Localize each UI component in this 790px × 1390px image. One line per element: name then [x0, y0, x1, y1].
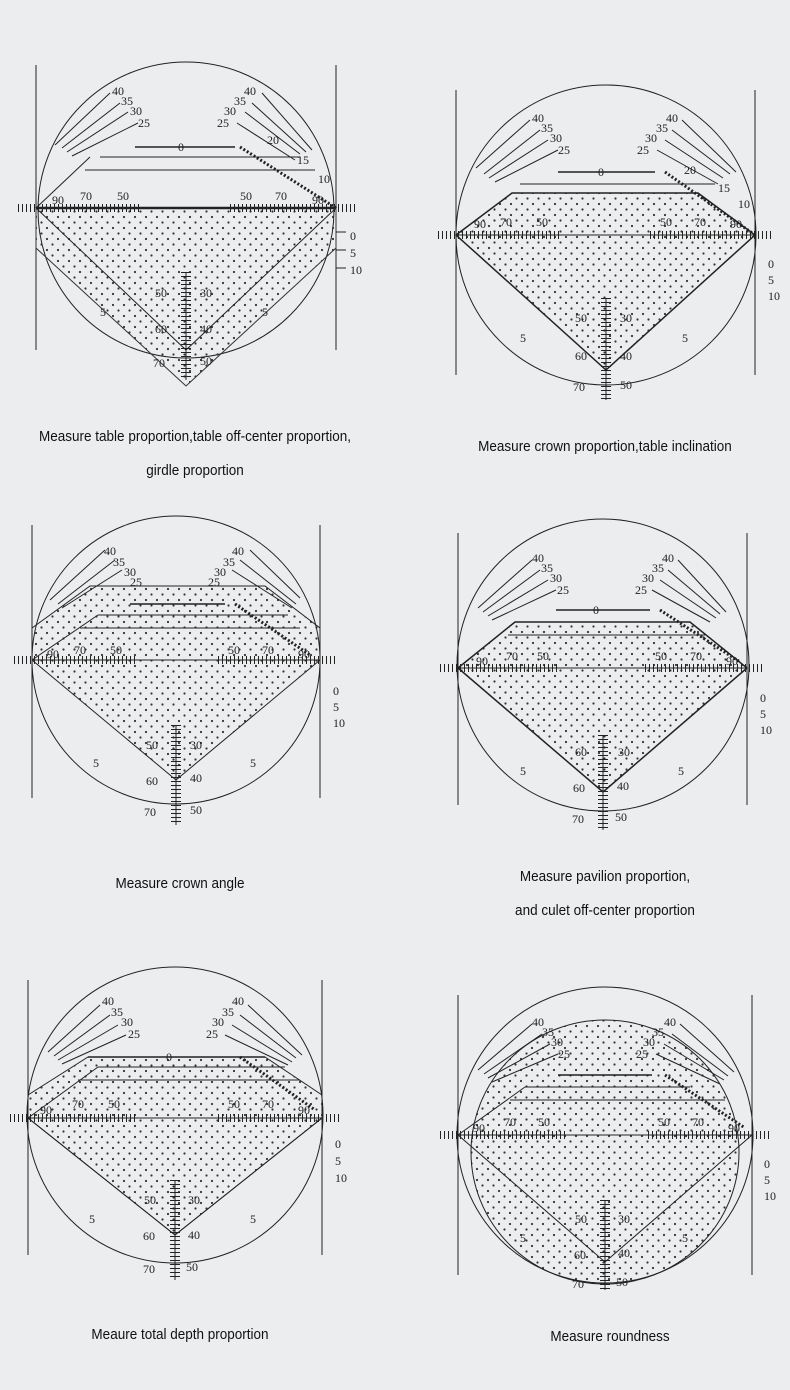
svg-text:70: 70 — [690, 649, 702, 663]
svg-text:40: 40 — [232, 994, 244, 1008]
reticle-diagram — [420, 80, 790, 410]
svg-text:90: 90 — [40, 1103, 52, 1117]
svg-text:40: 40 — [190, 771, 202, 785]
svg-text:10: 10 — [318, 172, 330, 186]
svg-text:50: 50 — [538, 1115, 550, 1129]
svg-text:35: 35 — [656, 121, 668, 135]
svg-text:30: 30 — [618, 1212, 630, 1226]
svg-text:35: 35 — [113, 555, 125, 569]
svg-text:50: 50 — [537, 649, 549, 663]
svg-text:0: 0 — [350, 229, 356, 243]
svg-text:60: 60 — [575, 349, 587, 363]
svg-text:10: 10 — [768, 289, 780, 303]
svg-text:10: 10 — [738, 197, 750, 211]
svg-text:40: 40 — [532, 551, 544, 565]
svg-text:30: 30 — [643, 1035, 655, 1049]
svg-text:90: 90 — [728, 1121, 740, 1135]
svg-text:70: 70 — [72, 1097, 84, 1111]
svg-text:30: 30 — [550, 131, 562, 145]
svg-text:40: 40 — [188, 1228, 200, 1242]
svg-text:5: 5 — [520, 1231, 526, 1245]
diagram-pavilion-proportion — [420, 530, 790, 830]
svg-text:20: 20 — [267, 133, 279, 147]
svg-text:60: 60 — [143, 1229, 155, 1243]
svg-text:70: 70 — [572, 1277, 584, 1291]
svg-text:0: 0 — [178, 140, 184, 154]
diagram-roundness — [430, 990, 790, 1290]
svg-text:25: 25 — [558, 143, 570, 157]
svg-text:25: 25 — [636, 1047, 648, 1061]
svg-text:5: 5 — [520, 331, 526, 345]
svg-text:20: 20 — [684, 163, 696, 177]
svg-text:70: 70 — [506, 649, 518, 663]
svg-text:40: 40 — [200, 322, 212, 336]
svg-text:60: 60 — [146, 774, 158, 788]
caption-total-depth: Meaure total depth proportion — [91, 1326, 269, 1343]
svg-text:70: 70 — [153, 356, 165, 370]
svg-text:40: 40 — [532, 1015, 544, 1029]
svg-text:10: 10 — [335, 1171, 347, 1185]
svg-text:50: 50 — [228, 643, 240, 657]
reticle-diagram — [0, 980, 360, 1280]
svg-text:0: 0 — [166, 1050, 172, 1064]
svg-text:70: 70 — [275, 189, 287, 203]
svg-text:40: 40 — [617, 779, 629, 793]
svg-text:25: 25 — [558, 1047, 570, 1061]
svg-text:50: 50 — [200, 354, 212, 368]
svg-text:60: 60 — [575, 745, 587, 759]
svg-text:90: 90 — [726, 654, 738, 668]
svg-text:0: 0 — [760, 691, 766, 705]
caption-crown-proportion: Measure crown proportion,table inclination — [478, 438, 732, 455]
svg-text:30: 30 — [214, 565, 226, 579]
svg-text:5: 5 — [89, 1212, 95, 1226]
svg-text:40: 40 — [664, 1015, 676, 1029]
svg-text:5: 5 — [93, 756, 99, 770]
svg-text:70: 70 — [262, 1097, 274, 1111]
svg-text:0: 0 — [333, 684, 339, 698]
svg-text:90: 90 — [52, 193, 64, 207]
svg-text:25: 25 — [128, 1027, 140, 1041]
svg-text:90: 90 — [730, 217, 742, 231]
svg-text:70: 70 — [694, 215, 706, 229]
svg-text:5: 5 — [100, 305, 106, 319]
svg-text:35: 35 — [121, 94, 133, 108]
svg-text:90: 90 — [298, 1103, 310, 1117]
svg-text:5: 5 — [333, 700, 339, 714]
svg-text:50: 50 — [144, 1193, 156, 1207]
svg-text:30: 30 — [618, 745, 630, 759]
svg-text:5: 5 — [350, 246, 356, 260]
svg-text:90: 90 — [298, 647, 310, 661]
svg-text:5: 5 — [250, 1212, 256, 1226]
svg-text:0: 0 — [764, 1157, 770, 1171]
svg-text:25: 25 — [637, 143, 649, 157]
reticle-diagram — [420, 530, 790, 830]
svg-text:50: 50 — [615, 810, 627, 824]
svg-text:50: 50 — [186, 1260, 198, 1274]
svg-text:10: 10 — [333, 716, 345, 730]
svg-text:25: 25 — [557, 583, 569, 597]
svg-text:35: 35 — [222, 1005, 234, 1019]
diagram-table-proportion — [0, 60, 395, 400]
svg-text:50: 50 — [240, 189, 252, 203]
svg-text:30: 30 — [190, 738, 202, 752]
svg-text:5: 5 — [760, 707, 766, 721]
svg-text:35: 35 — [223, 555, 235, 569]
svg-text:30: 30 — [642, 571, 654, 585]
svg-text:25: 25 — [138, 116, 150, 130]
reticle-diagram — [430, 990, 790, 1290]
svg-text:60: 60 — [573, 781, 585, 795]
svg-text:35: 35 — [541, 121, 553, 135]
svg-text:70: 70 — [573, 380, 585, 394]
svg-text:60: 60 — [155, 322, 167, 336]
svg-text:25: 25 — [206, 1027, 218, 1041]
svg-text:70: 70 — [692, 1115, 704, 1129]
svg-text:25: 25 — [208, 575, 220, 589]
reticle-diagram — [0, 60, 395, 400]
svg-text:50: 50 — [110, 643, 122, 657]
svg-text:70: 70 — [80, 189, 92, 203]
svg-text:90: 90 — [473, 1121, 485, 1135]
svg-text:25: 25 — [217, 116, 229, 130]
svg-text:50: 50 — [228, 1097, 240, 1111]
caption-table-proportion-line1: Measure table proportion,table off-center proportion, — [39, 428, 351, 445]
svg-text:50: 50 — [536, 215, 548, 229]
svg-text:70: 70 — [144, 805, 156, 819]
svg-text:5: 5 — [764, 1173, 770, 1187]
svg-text:90: 90 — [476, 654, 488, 668]
svg-text:90: 90 — [47, 647, 59, 661]
svg-text:5: 5 — [682, 1231, 688, 1245]
svg-text:5: 5 — [250, 756, 256, 770]
svg-text:90: 90 — [312, 193, 324, 207]
svg-text:50: 50 — [146, 738, 158, 752]
svg-text:70: 70 — [143, 1262, 155, 1276]
svg-text:5: 5 — [768, 273, 774, 287]
svg-text:50: 50 — [658, 1115, 670, 1129]
svg-text:30: 30 — [188, 1193, 200, 1207]
svg-text:5: 5 — [335, 1154, 341, 1168]
svg-text:0: 0 — [768, 257, 774, 271]
svg-text:5: 5 — [678, 764, 684, 778]
svg-text:40: 40 — [532, 111, 544, 125]
svg-text:5: 5 — [520, 764, 526, 778]
svg-text:10: 10 — [764, 1189, 776, 1203]
svg-text:25: 25 — [130, 575, 142, 589]
svg-text:90: 90 — [474, 217, 486, 231]
svg-text:40: 40 — [618, 1246, 630, 1260]
svg-text:40: 40 — [244, 84, 256, 98]
svg-text:30: 30 — [620, 311, 632, 325]
svg-text:50: 50 — [190, 803, 202, 817]
svg-text:0: 0 — [598, 165, 604, 179]
svg-text:10: 10 — [350, 263, 362, 277]
svg-text:40: 40 — [104, 544, 116, 558]
svg-text:70: 70 — [572, 812, 584, 826]
svg-text:0: 0 — [593, 603, 599, 617]
svg-text:50: 50 — [575, 1212, 587, 1226]
svg-text:35: 35 — [652, 1025, 664, 1039]
svg-text:50: 50 — [117, 189, 129, 203]
svg-text:50: 50 — [155, 286, 167, 300]
svg-text:50: 50 — [620, 378, 632, 392]
svg-text:30: 30 — [645, 131, 657, 145]
svg-text:35: 35 — [234, 94, 246, 108]
reticle-diagram — [0, 520, 360, 830]
caption-pavilion-proportion-line1: Measure pavilion proportion, — [519, 868, 691, 885]
diagram-crown-angle — [0, 520, 360, 830]
svg-text:50: 50 — [108, 1097, 120, 1111]
svg-text:30: 30 — [124, 565, 136, 579]
svg-text:40: 40 — [102, 994, 114, 1008]
svg-text:30: 30 — [121, 1015, 133, 1029]
svg-text:70: 70 — [262, 643, 274, 657]
caption-roundness: Measure roundness — [550, 1328, 670, 1345]
svg-text:5: 5 — [262, 305, 268, 319]
svg-text:70: 70 — [500, 215, 512, 229]
caption-crown-angle: Measure crown angle — [115, 875, 245, 892]
svg-text:60: 60 — [574, 1248, 586, 1262]
svg-text:25: 25 — [635, 583, 647, 597]
svg-text:50: 50 — [575, 311, 587, 325]
caption-table-proportion-line2: girdle proportion — [146, 462, 244, 479]
svg-text:30: 30 — [130, 104, 142, 118]
svg-text:40: 40 — [666, 111, 678, 125]
svg-text:5: 5 — [682, 331, 688, 345]
svg-text:50: 50 — [655, 649, 667, 663]
svg-text:35: 35 — [542, 1025, 554, 1039]
svg-text:10: 10 — [760, 723, 772, 737]
diagram-total-depth — [0, 980, 360, 1280]
svg-text:50: 50 — [616, 1275, 628, 1289]
svg-text:30: 30 — [212, 1015, 224, 1029]
caption-pavilion-proportion-line2: and culet off-center proportion — [515, 902, 695, 919]
svg-text:40: 40 — [232, 544, 244, 558]
svg-text:35: 35 — [541, 561, 553, 575]
svg-text:40: 40 — [662, 551, 674, 565]
svg-text:35: 35 — [652, 561, 664, 575]
svg-text:30: 30 — [200, 286, 212, 300]
svg-text:70: 70 — [504, 1115, 516, 1129]
svg-text:15: 15 — [297, 153, 309, 167]
diagram-crown-proportion — [420, 80, 790, 410]
svg-text:30: 30 — [551, 1035, 563, 1049]
svg-text:40: 40 — [620, 349, 632, 363]
svg-text:50: 50 — [660, 215, 672, 229]
svg-text:40: 40 — [112, 84, 124, 98]
svg-text:0: 0 — [335, 1137, 341, 1151]
svg-text:15: 15 — [718, 181, 730, 195]
svg-text:30: 30 — [224, 104, 236, 118]
svg-text:30: 30 — [550, 571, 562, 585]
svg-text:70: 70 — [74, 643, 86, 657]
svg-text:35: 35 — [111, 1005, 123, 1019]
